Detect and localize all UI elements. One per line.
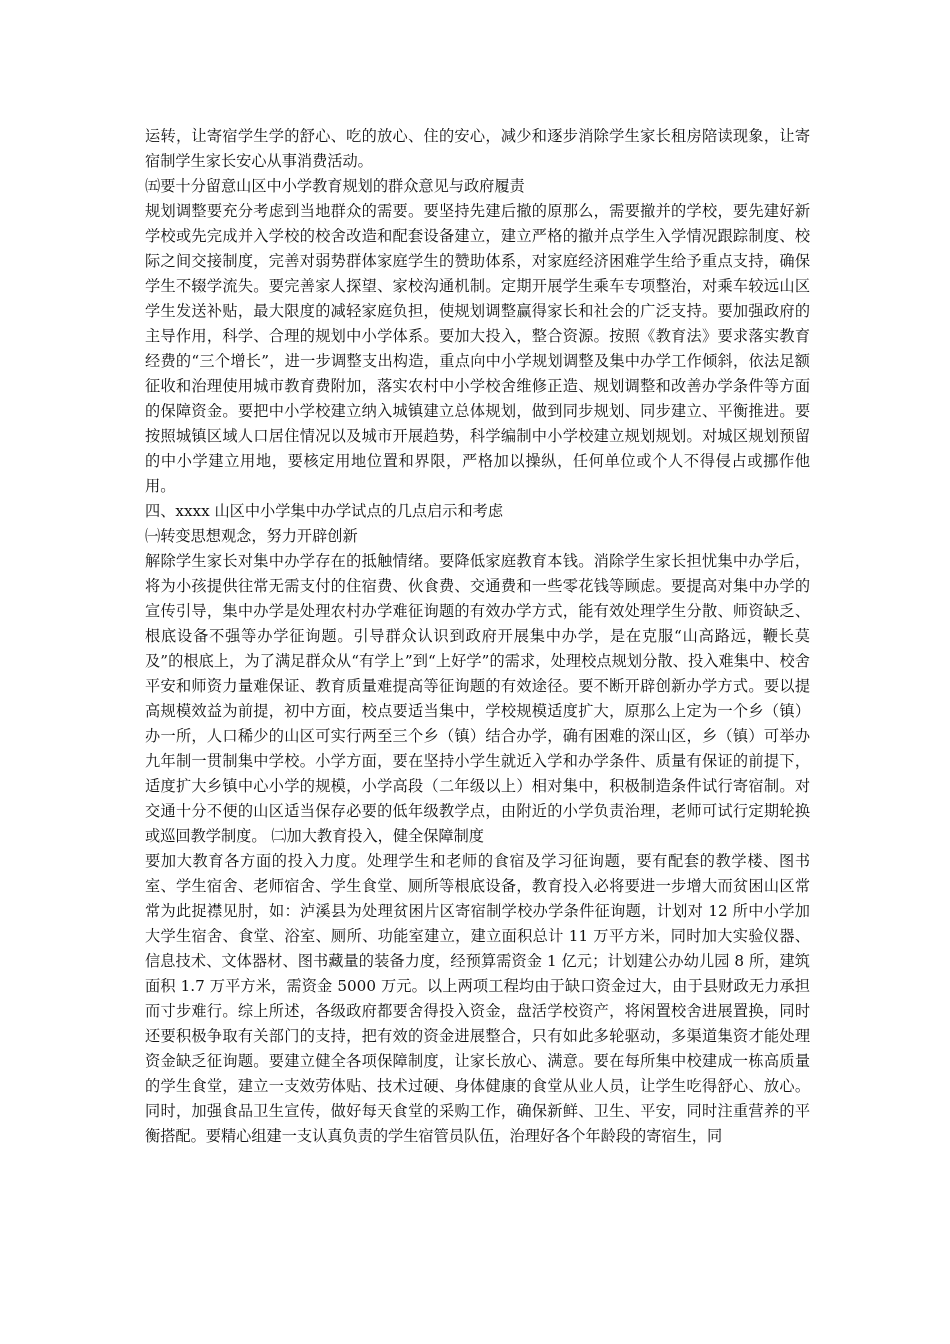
paragraph-remove-resistance: 解除学生家长对集中办学存在的抵触情绪。要降低家庭教育本钱。消除学生家长担忧集中办学后，将为小孩提供往常无需支付的住宿费、伙食费、交通费和一些零花钱等顾虑。要提高对集中办学的宣传引导，集中办学是处理农村办学难征询题的有效办学方式，能有效处理学生分散、师资缺乏、根底设备不强等办学征询题。引导群众认识到政府开展集中办学，是在克服“山高路远，鞭长莫及”的根底上，为了满足群众从“有学上”到“上好学”的需求，处理校点规划分散、投入难集中、校舍平安和师资力量难保证、教育质量难提高等征询题的有效途径。要不断开辟创新办学方式。要以提高规模效益为前提，初中方面，校点要适当集中，学校规模适度扩大，原那么上定为一个乡（镇）办一所，人口稀少的山区可实行两至三个乡（镇）结合办学，确有困难的深山区，乡（镇）可举办九年制一贯制集中学校。小学方面，要在坚持小学生就近入学和办学条件、质量有保证的前提下，适度扩大乡镇中心小学的规模，小学高段（二年级以上）相对集中，积极制造条件试行寄宿制。对交通十分不便的山区适当保存必要的低年级教学点，由附近的小学负责治理，老师可试行定期轮换或巡回教学制度。 ㈡加大教育投入，健全保障制度 <box>145 552 810 845</box>
paragraph-boarding-operation: 运转，让寄宿学生学的舒心、吃的放心、住的安心，减少和逐步消除学生家长租房陪读现象，让寄宿制学生家长安心从事消费活动。 <box>145 127 810 170</box>
section-heading-planning-opinions: ㈤要十分留意山区中小学教育规划的群众意见与政府履责 <box>145 177 525 195</box>
paragraph-increase-investment: 要加大教育各方面的投入力度。处理学生和老师的食宿及学习征询题，要有配套的教学楼、图书室、学生宿舍、老师宿舍、学生食堂、厕所等根底设备，教育投入必将要进一步增大而贫困山区常常为此捉襟见肘，如：泸溪县为处理贫困片区寄宿制学校办学条件征询题，计划对 12 所中小学加大学生宿舍、食堂、浴室、厕所、功能室建立，建立面积总计 11 万平方米，同时加大实验仪器、信息技术、文体器材、图书藏量的装备力度，经预算需资金 1 亿元；计划建公办幼儿园 8 所，建筑面积 1.7 万平方米，需资金 5000 万元。以上两项工程均由于缺口资金过大，由于县财政无力承担而寸步难行。综上所述，各级政府都要舍得投入资金，盘活学校资产，将闲置校舍进展置换，同时还要积极争取有关部门的支持，把有效的资金进展整合，只有如此多轮驱动，多渠道集资才能处理资金缺乏征询题。要建立健全各项保障制度，让家长放心、满意。要在每所集中校建成一栋高质量的学生食堂，建立一支效劳体贴、技术过硬、身体健康的食堂从业人员，让学生吃得舒心、放心。同时，加强食品卫生宣传，做好每天食堂的采购工作，确保新鲜、卫生、平安，同时注重营养的平衡搭配。要精心组建一支认真负责的学生宿管员队伍，治理好各个年龄段的寄宿生，同 <box>145 852 810 1145</box>
document-page <box>145 124 810 1149</box>
section-heading-pilot-insights: 四、xxxx 山区中小学集中办学试点的几点启示和考虑 <box>145 502 504 520</box>
paragraph-planning-adjustment: 规划调整要充分考虑到当地群众的需要。要坚持先建后撤的原那么，需要撤并的学校，要先建好新学校或先完成并入学校的校舍改造和配套设备建立，建立严格的撤并点学生入学情况跟踪制度、校际之间交接制度，完善对弱势群体家庭学生的赞助体系，对家庭经济困难学生给予重点支持，确保学生不辍学流失。要完善家人探望、家校沟通机制。定期开展学生乘车专项整治，对乘车较远山区学生发送补贴，最大限度的减轻家庭负担，使规划调整赢得家长和社会的广泛支持。要加强政府的主导作用，科学、合理的规划中小学体系。要加大投入，整合资源。按照《教育法》要求落实教育经费的“三个增长”，进一步调整支出构造，重点向中小学规划调整及集中办学工作倾斜，依法足额征收和治理使用城市教育费附加，落实农村中小学校舍维修正造、规划调整和改善办学条件等方面的保障资金。要把中小学校建立纳入城镇建立总体规划，做到同步规划、同步建立、平衡推进。要按照城镇区域人口居住情况以及城市开展趋势，科学编制中小学校建立规划规划。对城区规划预留的中小学建立用地，要核定用地位置和界限，严格加以操纵，任何单位或个人不得侵占或挪作他用。 <box>145 202 810 495</box>
section-heading-change-thinking: ㈠转变思想观念，努力开辟创新 <box>145 527 358 545</box>
